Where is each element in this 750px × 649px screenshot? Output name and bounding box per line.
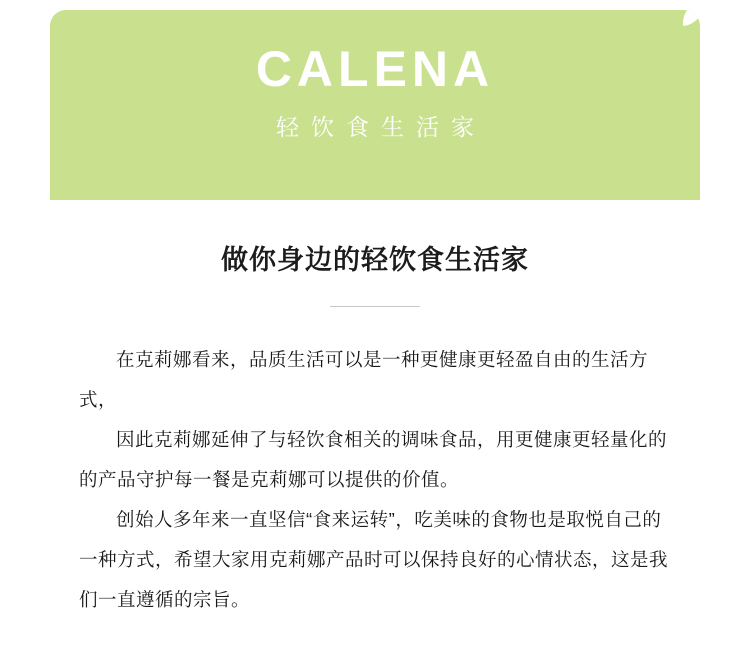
content-card <box>50 200 700 640</box>
brand-banner <box>50 10 700 200</box>
leaf-icon <box>680 10 700 30</box>
page-title: 做你身边的轻饮食生活家 <box>221 245 529 275</box>
brand-name: CALENA <box>255 41 495 97</box>
brand-subtitle: 轻饮食生活家 <box>276 114 486 140</box>
paragraph-1: 在克莉娜看来，品质生活可以是一种更健康更轻盈自由的生活方式， <box>79 349 649 410</box>
body-copy <box>79 340 675 620</box>
paragraph-2: 因此克莉娜延伸了与轻饮食相关的调味食品，用更健康更轻量化的的产品守护每一餐是克莉娜可以提供的价值。 <box>79 429 668 490</box>
brand-banner-content <box>50 10 700 200</box>
title-divider <box>330 306 420 307</box>
paragraph-3: 创始人多年来一直坚信“食来运转”，吃美味的食物也是取悦自己的一种方式，希望大家用克莉娜产品时可以保持良好的心情状态，这是我们一直遵循的宗旨。 <box>79 509 669 610</box>
brand-logo <box>255 41 495 97</box>
